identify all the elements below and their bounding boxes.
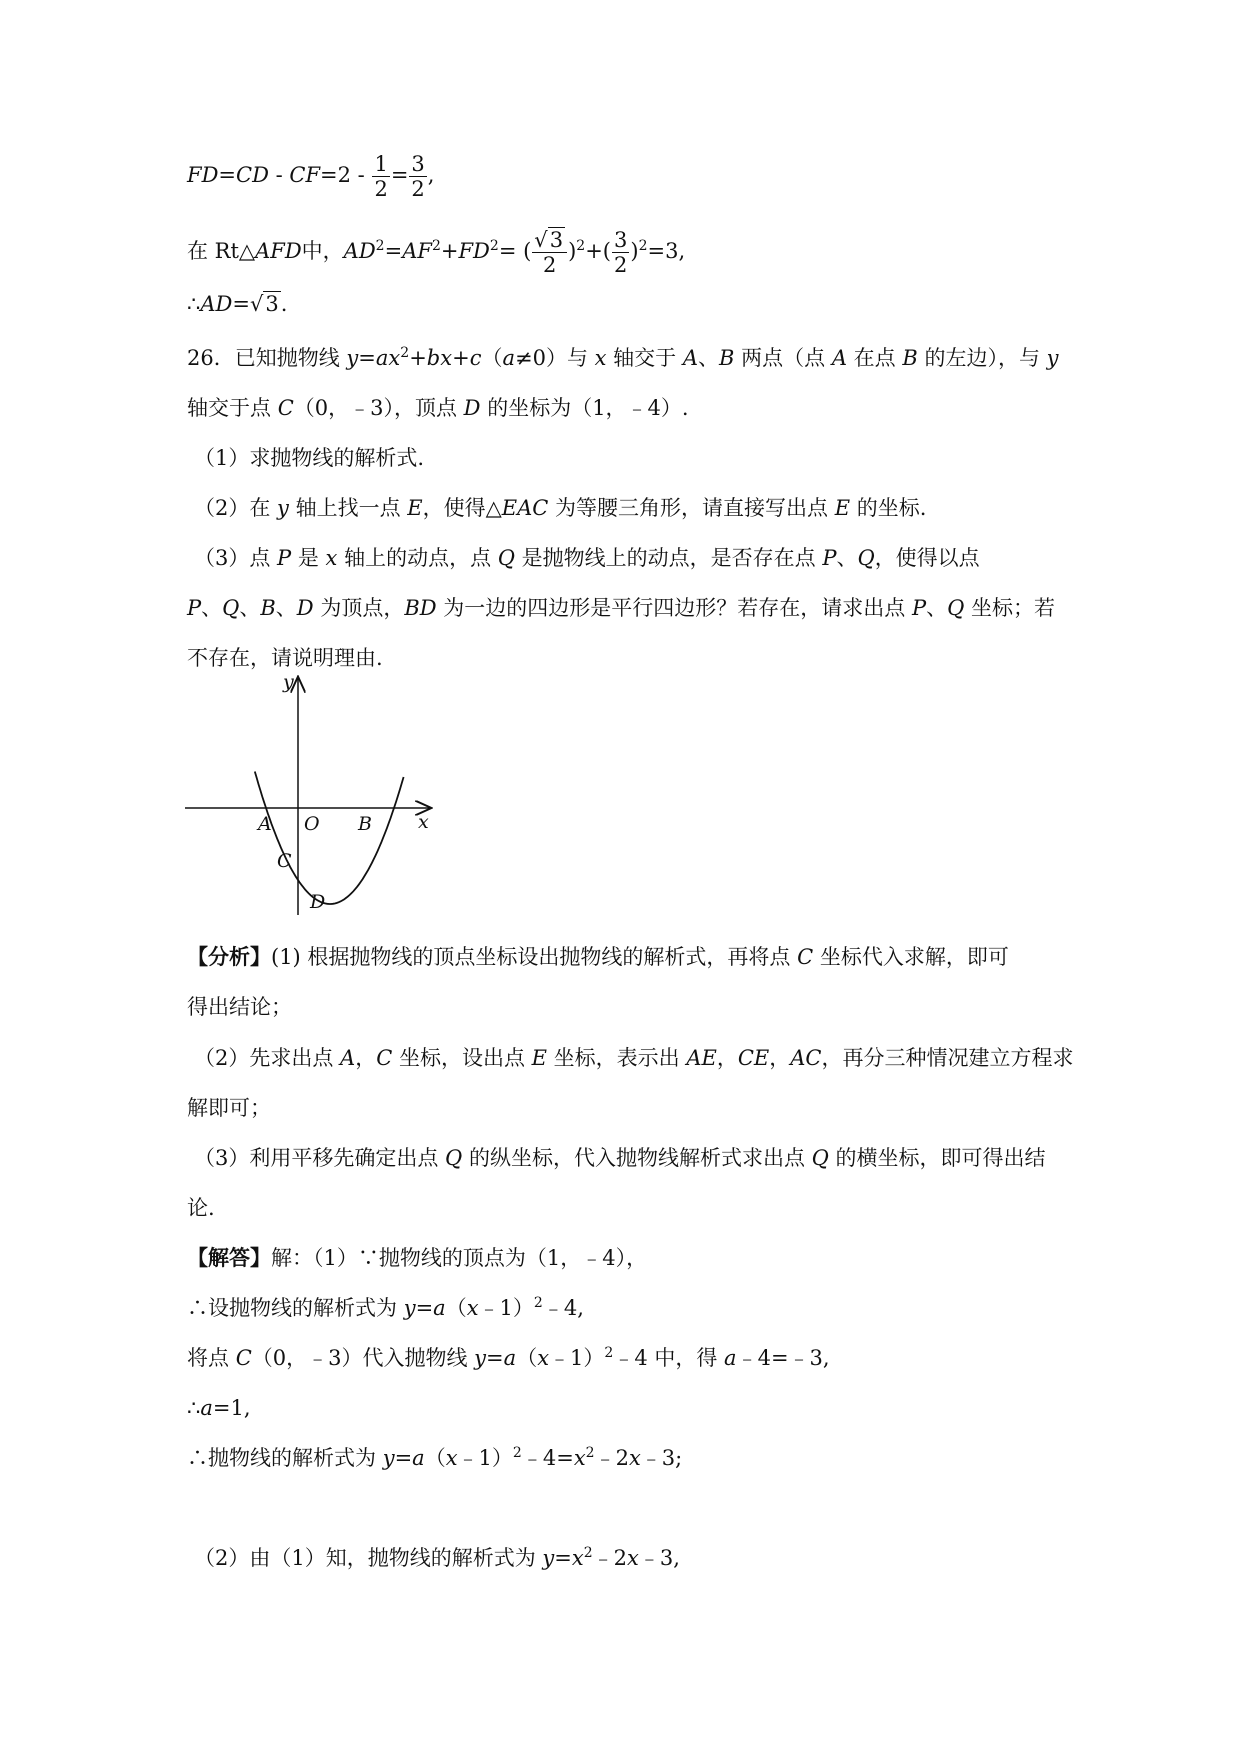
analysis-line2 bbox=[187, 992, 292, 1022]
text: 2 bbox=[613, 253, 628, 277]
parabola-curve bbox=[255, 772, 404, 905]
text: x bbox=[325, 546, 338, 570]
question-26-line2 bbox=[187, 393, 689, 423]
text: C bbox=[797, 945, 814, 969]
text: 2 bbox=[576, 238, 586, 254]
question-part-2 bbox=[194, 493, 926, 523]
text: a bbox=[200, 1396, 213, 1420]
text bbox=[532, 228, 567, 253]
text: 的纵坐标，代入抛物线解析式求出点 bbox=[462, 1146, 812, 1170]
point-b-label: B bbox=[358, 813, 372, 835]
analysis-line3 bbox=[194, 1043, 1074, 1073]
text: D bbox=[296, 596, 314, 620]
text: = bbox=[218, 163, 237, 187]
text: 2 bbox=[583, 1545, 593, 1561]
text: ﹣2 bbox=[594, 1446, 629, 1470]
analysis-line4 bbox=[187, 1093, 271, 1123]
text: （3）利用平移先确定出点 bbox=[194, 1146, 446, 1170]
text: a bbox=[503, 1346, 517, 1370]
text: P bbox=[822, 546, 837, 570]
text: CD bbox=[236, 163, 269, 187]
text: a bbox=[412, 1446, 425, 1470]
text: （3）点 bbox=[194, 546, 278, 570]
x-axis-label: x bbox=[418, 811, 429, 833]
text: ) bbox=[630, 239, 639, 263]
text: = bbox=[358, 346, 376, 370]
text: 3 bbox=[613, 228, 628, 252]
text: x bbox=[571, 1546, 584, 1570]
solution-line2 bbox=[187, 1293, 584, 1323]
text: ，使得以点 bbox=[874, 546, 980, 570]
text: E bbox=[834, 496, 851, 520]
sqrt bbox=[250, 289, 281, 319]
point-c-label: C bbox=[277, 850, 292, 872]
text: y bbox=[403, 1296, 416, 1320]
text: ﹣1） bbox=[549, 1346, 605, 1370]
text: x bbox=[466, 1296, 479, 1320]
text: E bbox=[531, 1046, 547, 1070]
text: 2 bbox=[533, 1295, 543, 1311]
text: EAC bbox=[501, 496, 549, 520]
text: C bbox=[376, 1046, 393, 1070]
text: CF bbox=[289, 163, 321, 187]
text: ， bbox=[716, 1046, 738, 1070]
text: （ bbox=[424, 1446, 446, 1470]
text: 2 bbox=[374, 177, 388, 201]
text: =3, bbox=[647, 239, 686, 263]
text: x bbox=[537, 1346, 550, 1370]
solution-line5 bbox=[187, 1443, 682, 1473]
text: 坐标代入求解，即可 bbox=[813, 945, 1009, 969]
fraction bbox=[409, 152, 426, 201]
solution-line6 bbox=[194, 1543, 680, 1573]
text: 2 bbox=[604, 1345, 614, 1361]
text: 3 bbox=[411, 152, 425, 176]
text: ﹣1） bbox=[457, 1446, 513, 1470]
text: ， bbox=[355, 1046, 377, 1070]
text: + bbox=[440, 239, 459, 263]
fraction bbox=[612, 228, 629, 277]
text: 【分析】 bbox=[187, 944, 271, 969]
text: x bbox=[573, 1446, 586, 1470]
text: Q bbox=[857, 546, 875, 570]
text: 、 bbox=[698, 346, 720, 370]
solution-line4 bbox=[187, 1393, 251, 1423]
text: ≠0）与 bbox=[515, 346, 595, 370]
text: 是抛物线上的动点，是否存在点 bbox=[514, 546, 823, 570]
text: c bbox=[469, 346, 482, 370]
equation-ad bbox=[187, 289, 287, 319]
text: 在 Rt△ bbox=[187, 239, 256, 263]
text: 26．已知抛物线 bbox=[187, 346, 347, 370]
text: （ bbox=[516, 1346, 538, 1370]
text: CE bbox=[737, 1046, 770, 1070]
analysis-line5 bbox=[194, 1143, 1046, 1173]
text: 、 bbox=[239, 596, 261, 620]
text: A bbox=[682, 346, 699, 370]
text: - bbox=[268, 163, 290, 187]
text: = bbox=[232, 292, 250, 316]
text: ﹣4= bbox=[521, 1446, 574, 1470]
question-part-1 bbox=[194, 443, 424, 473]
solution-line3 bbox=[187, 1343, 830, 1373]
text: 3 bbox=[265, 292, 279, 316]
question-part-3-line3 bbox=[187, 643, 383, 673]
text: = ( bbox=[498, 239, 532, 263]
text: ，再分三种情况建立方程求 bbox=[821, 1046, 1074, 1070]
text: 解即可； bbox=[187, 1096, 271, 1120]
text: Q bbox=[947, 596, 965, 620]
text: （0，﹣3）代入抛物线 bbox=[251, 1346, 475, 1370]
text: （ bbox=[445, 1296, 467, 1320]
text: （ bbox=[481, 346, 503, 370]
text: x bbox=[627, 1546, 639, 1570]
text: 1 bbox=[374, 152, 388, 176]
text: a bbox=[502, 346, 515, 370]
text: y bbox=[1046, 346, 1059, 370]
text: 两点（点 bbox=[734, 346, 832, 370]
text: ∴ bbox=[187, 1396, 201, 1420]
text: B bbox=[902, 346, 918, 370]
text: 坐标；若 bbox=[964, 596, 1056, 620]
text: ) bbox=[568, 239, 577, 263]
text: AD bbox=[200, 292, 233, 316]
text: A bbox=[340, 1046, 356, 1070]
text: ﹣4 中，得 bbox=[613, 1346, 725, 1370]
text: Q bbox=[497, 546, 515, 570]
text: 论. bbox=[187, 1196, 215, 1220]
text: + bbox=[452, 346, 470, 370]
text: Q bbox=[222, 596, 240, 620]
text: 、 bbox=[275, 596, 297, 620]
text: AC bbox=[790, 1046, 822, 1070]
text: y bbox=[346, 346, 359, 370]
text: a bbox=[433, 1296, 446, 1320]
text: C bbox=[277, 396, 294, 420]
text: 2 bbox=[542, 253, 557, 277]
point-a-label: A bbox=[258, 813, 272, 835]
text: ﹣3, bbox=[638, 1546, 680, 1570]
text: C bbox=[235, 1346, 252, 1370]
origin-label: O bbox=[304, 813, 320, 835]
text: E bbox=[407, 496, 423, 520]
text: ﹣4, bbox=[542, 1296, 584, 1320]
text: AD bbox=[343, 239, 376, 263]
text: a bbox=[724, 1346, 737, 1370]
text: = bbox=[486, 1346, 504, 1370]
text: ∴抛物线的解析式为 bbox=[187, 1446, 383, 1470]
text: 轴交于点 bbox=[187, 396, 278, 420]
text: = bbox=[394, 1446, 413, 1470]
text: 、 bbox=[926, 596, 948, 620]
text: ﹣2 bbox=[592, 1546, 628, 1570]
equation-ad-squared bbox=[187, 228, 685, 277]
text: y bbox=[277, 496, 289, 520]
text: AE bbox=[686, 1046, 717, 1070]
text: = bbox=[384, 239, 403, 263]
text: +( bbox=[585, 239, 611, 263]
parabola-graph bbox=[180, 670, 440, 920]
text: 2 bbox=[512, 1445, 522, 1461]
text: 解：（1）∵抛物线的顶点为（1，﹣4）， bbox=[271, 1246, 648, 1270]
text: . bbox=[280, 292, 288, 316]
text: 【解答】 bbox=[187, 1245, 271, 1270]
text: 轴上找一点 bbox=[288, 496, 408, 520]
text: , bbox=[427, 163, 435, 187]
text: ，使得△ bbox=[422, 496, 502, 520]
text: 、 bbox=[836, 546, 858, 570]
text: ﹣4=﹣3, bbox=[736, 1346, 830, 1370]
text: (1) 根据抛物线的顶点坐标设出抛物线的解析式，再将点 bbox=[271, 945, 798, 969]
text: 不存在，请说明理由. bbox=[187, 646, 383, 670]
text: B bbox=[719, 346, 735, 370]
text: （2）在 bbox=[194, 496, 278, 520]
text: 2 bbox=[638, 238, 648, 254]
text: 为一边的四边形是平行四边形？若存在，请求出点 bbox=[436, 596, 912, 620]
text: ， bbox=[769, 1046, 791, 1070]
point-d-label: D bbox=[310, 891, 326, 913]
analysis-line1 bbox=[187, 942, 1009, 972]
text: ax bbox=[375, 346, 401, 370]
text: AF bbox=[402, 239, 432, 263]
text: AFD bbox=[255, 239, 302, 263]
fraction bbox=[372, 152, 389, 201]
text: 将点 bbox=[187, 1346, 236, 1370]
text: 的左边），与 bbox=[917, 346, 1047, 370]
text: 2 bbox=[400, 345, 410, 361]
text: = bbox=[415, 1296, 434, 1320]
question-part-3-line1 bbox=[194, 543, 980, 573]
text: 为顶点， bbox=[313, 596, 405, 620]
solution-line1 bbox=[187, 1243, 647, 1273]
text: ﹣1） bbox=[478, 1296, 534, 1320]
question-26-line1 bbox=[187, 343, 1059, 373]
y-axis-label: y bbox=[283, 671, 294, 693]
text: 的坐标为（1，﹣4）. bbox=[480, 396, 689, 420]
text: 2 bbox=[431, 238, 441, 254]
text: x bbox=[594, 346, 607, 370]
equation-fd bbox=[187, 152, 434, 201]
text: √ bbox=[250, 292, 264, 316]
text: 是 bbox=[291, 546, 326, 570]
text: x bbox=[628, 1446, 641, 1470]
text: y bbox=[542, 1546, 555, 1570]
text: 2 bbox=[489, 238, 499, 254]
text: FD bbox=[458, 239, 490, 263]
text: 3 bbox=[549, 228, 564, 252]
text: Q bbox=[811, 1146, 829, 1170]
text: 轴上的动点，点 bbox=[337, 546, 498, 570]
text: 的横坐标，即可得出结 bbox=[828, 1146, 1046, 1170]
text: A bbox=[831, 346, 847, 370]
fraction bbox=[532, 228, 567, 277]
text: 坐标，设出点 bbox=[392, 1046, 532, 1070]
text: 坐标，表示出 bbox=[547, 1046, 687, 1070]
text: =2 - bbox=[320, 163, 372, 187]
text: 2 bbox=[585, 1445, 595, 1461]
text: 的坐标. bbox=[850, 496, 927, 520]
text: BD bbox=[404, 596, 437, 620]
text: （2）由（1）知，抛物线的解析式为 bbox=[194, 1546, 543, 1570]
question-part-3-line2 bbox=[187, 593, 1055, 623]
text: ﹣3; bbox=[640, 1446, 683, 1470]
text: 2 bbox=[411, 177, 425, 201]
text: Q bbox=[445, 1146, 463, 1170]
text: 2 bbox=[375, 238, 385, 254]
text: =1, bbox=[212, 1396, 251, 1420]
text: x bbox=[445, 1446, 458, 1470]
text: 、 bbox=[201, 596, 223, 620]
analysis-line6 bbox=[187, 1193, 215, 1223]
text: 为等腰三角形，请直接写出点 bbox=[548, 496, 835, 520]
text: D bbox=[463, 396, 481, 420]
text: ∴设抛物线的解析式为 bbox=[187, 1296, 404, 1320]
text: P bbox=[187, 596, 202, 620]
text: y bbox=[382, 1446, 395, 1470]
text: 中， bbox=[301, 239, 344, 263]
text: √ bbox=[534, 228, 548, 252]
text: （2）先求出点 bbox=[194, 1046, 341, 1070]
text: B bbox=[260, 596, 276, 620]
text: P bbox=[277, 546, 292, 570]
text: P bbox=[911, 596, 927, 620]
text: FD bbox=[187, 163, 219, 187]
text: bx bbox=[426, 346, 453, 370]
text: = bbox=[390, 163, 409, 187]
text: + bbox=[409, 346, 427, 370]
text: 在点 bbox=[846, 346, 903, 370]
text: （1）求抛物线的解析式. bbox=[194, 446, 425, 470]
text: = bbox=[554, 1546, 572, 1570]
text: 轴交于 bbox=[606, 346, 683, 370]
text: ∴ bbox=[187, 292, 201, 316]
text: 得出结论； bbox=[187, 995, 292, 1019]
text: y bbox=[474, 1346, 487, 1370]
sqrt bbox=[534, 228, 565, 252]
text: （0，﹣3），顶点 bbox=[293, 396, 464, 420]
